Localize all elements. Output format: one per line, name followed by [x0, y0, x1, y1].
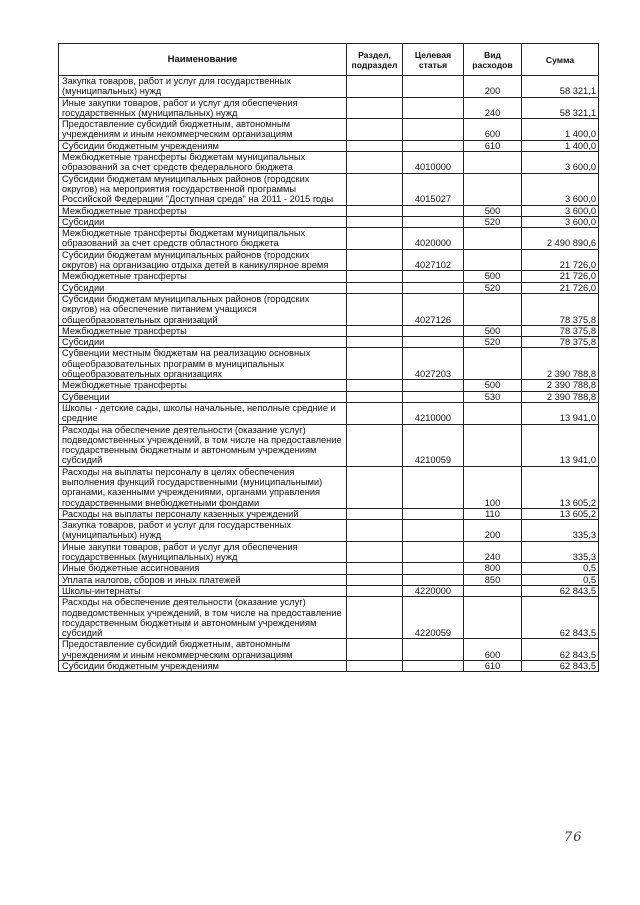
cell-summa: 13 941,0 [522, 424, 599, 466]
cell-celevaya: 4220000 [403, 585, 464, 596]
cell-vid: 610 [464, 661, 522, 672]
cell-name: Субвенции местным бюджетам на реализацию основных общеобразовательных программ в муниципальных общеобразовательных организациях [59, 348, 347, 380]
cell-name: Субвенции [59, 391, 347, 402]
cell-summa: 62 843,5 [522, 585, 599, 596]
page-number: 76 [564, 830, 583, 845]
cell-name: Субсидии бюджетам муниципальных районов (городских округов) на мероприятия государственной программы Российской Федерации "Доступная среда" на 2011 - 2015 годы [59, 173, 347, 205]
table-row [59, 76, 599, 98]
table-row [59, 97, 599, 119]
cell-razdel [347, 402, 403, 424]
cell-razdel [347, 228, 403, 250]
table-row [59, 508, 599, 519]
cell-name: Иные закупки товаров, работ и услуг для обеспечения государственных (муниципальных) нужд [59, 541, 347, 563]
cell-summa: 13 605,2 [522, 508, 599, 519]
cell-summa: 78 375,8 [522, 337, 599, 348]
cell-name: Расходы на обеспечение деятельности (оказание услуг) подведомственных учреждений, в том числе на предоставление государственным бюджетным и автономным учреждениям субсидий [59, 597, 347, 639]
cell-vid: 600 [464, 639, 522, 661]
cell-summa: 58 321,1 [522, 76, 599, 98]
cell-razdel [347, 152, 403, 174]
table-row [59, 661, 599, 672]
cell-vid: 800 [464, 563, 522, 574]
cell-razdel [347, 249, 403, 271]
cell-razdel [347, 585, 403, 596]
cell-celevaya [403, 466, 464, 508]
table-row [59, 639, 599, 661]
cell-name: Предоставление субсидий бюджетным, автономным учреждениям и иным некоммерческим организациям [59, 119, 347, 141]
cell-vid: 850 [464, 574, 522, 585]
cell-celevaya [403, 337, 464, 348]
cell-vid: 500 [464, 380, 522, 391]
table-row [59, 585, 599, 596]
cell-summa: 0,5 [522, 574, 599, 585]
cell-vid: 200 [464, 76, 522, 98]
table-row [59, 541, 599, 563]
table-row [59, 293, 599, 325]
table-row [59, 249, 599, 271]
cell-celevaya [403, 391, 464, 402]
cell-name: Закупка товаров, работ и услуг для государственных (муниципальных) нужд [59, 520, 347, 542]
cell-razdel [347, 520, 403, 542]
cell-name: Субсидии [59, 337, 347, 348]
cell-name: Субсидии бюджетным учреждениям [59, 661, 347, 672]
cell-razdel [347, 563, 403, 574]
table-row [59, 597, 599, 639]
cell-celevaya: 4020000 [403, 228, 464, 250]
cell-razdel [347, 466, 403, 508]
cell-celevaya [403, 541, 464, 563]
budget-sheet [58, 43, 598, 672]
cell-vid [464, 228, 522, 250]
cell-name: Субсидии бюджетным учреждениям [59, 140, 347, 151]
cell-name: Субсидии [59, 216, 347, 227]
cell-name: Межбюджетные трансферты [59, 205, 347, 216]
cell-name: Межбюджетные трансферты бюджетам муниципальных образований за счет средств федерального бюджета [59, 152, 347, 174]
table-row [59, 140, 599, 151]
cell-vid [464, 249, 522, 271]
table-row [59, 205, 599, 216]
table-row [59, 152, 599, 174]
cell-razdel [347, 293, 403, 325]
cell-summa: 13 941,0 [522, 402, 599, 424]
cell-razdel [347, 337, 403, 348]
table-body [59, 76, 599, 672]
cell-razdel [347, 574, 403, 585]
cell-celevaya: 4210000 [403, 402, 464, 424]
cell-name: Расходы на выплаты персоналу в целях обеспечения выполнения функций государственными (муниципальными) органами, казенными учреждениями, органами управления государственными внебюджетными фондами [59, 466, 347, 508]
cell-summa: 1 400,0 [522, 140, 599, 151]
cell-razdel [347, 391, 403, 402]
cell-celevaya [403, 76, 464, 98]
header-summa: Сумма [522, 44, 599, 76]
cell-summa: 21 726,0 [522, 271, 599, 282]
cell-razdel [347, 216, 403, 227]
cell-vid: 600 [464, 119, 522, 141]
header-razdel: Раздел, подраздел [347, 44, 403, 76]
cell-summa: 0,5 [522, 563, 599, 574]
cell-summa: 2 490 890,6 [522, 228, 599, 250]
cell-summa: 3 600,0 [522, 205, 599, 216]
cell-celevaya [403, 520, 464, 542]
cell-celevaya [403, 380, 464, 391]
cell-name: Расходы на выплаты персоналу казенных учреждений [59, 508, 347, 519]
cell-celevaya: 4027126 [403, 293, 464, 325]
cell-razdel [347, 380, 403, 391]
cell-razdel [347, 119, 403, 141]
cell-razdel [347, 97, 403, 119]
cell-summa: 62 843,5 [522, 597, 599, 639]
cell-vid: 500 [464, 205, 522, 216]
cell-celevaya [403, 563, 464, 574]
cell-celevaya: 4220059 [403, 597, 464, 639]
cell-razdel [347, 661, 403, 672]
table-row [59, 520, 599, 542]
cell-name: Межбюджетные трансферты [59, 325, 347, 336]
cell-razdel [347, 597, 403, 639]
cell-razdel [347, 424, 403, 466]
cell-vid: 500 [464, 325, 522, 336]
table-row [59, 380, 599, 391]
table-row [59, 348, 599, 380]
cell-razdel [347, 508, 403, 519]
cell-razdel [347, 140, 403, 151]
table-row [59, 173, 599, 205]
cell-summa: 2 390 788,8 [522, 348, 599, 380]
table-row [59, 424, 599, 466]
cell-celevaya [403, 508, 464, 519]
cell-celevaya [403, 97, 464, 119]
cell-name: Расходы на обеспечение деятельности (оказание услуг) подведомственных учреждений, в том числе на предоставление государственным бюджетным и автономным учреждениям субсидий [59, 424, 347, 466]
table-row [59, 325, 599, 336]
cell-summa: 1 400,0 [522, 119, 599, 141]
cell-celevaya [403, 271, 464, 282]
cell-vid [464, 424, 522, 466]
cell-razdel [347, 282, 403, 293]
table-row [59, 391, 599, 402]
cell-summa: 3 600,0 [522, 173, 599, 205]
cell-vid [464, 173, 522, 205]
cell-vid [464, 597, 522, 639]
cell-summa: 335,3 [522, 520, 599, 542]
cell-summa: 2 390 788,8 [522, 391, 599, 402]
cell-name: Закупка товаров, работ и услуг для государственных (муниципальных) нужд [59, 76, 347, 98]
cell-celevaya [403, 325, 464, 336]
cell-name: Школы-интернаты [59, 585, 347, 596]
cell-name: Субсидии бюджетам муниципальных районов (городских округов) на организацию отдыха детей в каникулярное время [59, 249, 347, 271]
table-row [59, 402, 599, 424]
cell-celevaya: 4210059 [403, 424, 464, 466]
cell-vid: 200 [464, 520, 522, 542]
cell-name: Субсидии [59, 282, 347, 293]
cell-summa: 21 726,0 [522, 249, 599, 271]
cell-name: Межбюджетные трансферты [59, 271, 347, 282]
header-name: Наименование [59, 44, 347, 76]
table-row [59, 466, 599, 508]
cell-vid: 100 [464, 466, 522, 508]
cell-celevaya: 4010000 [403, 152, 464, 174]
cell-razdel [347, 639, 403, 661]
cell-celevaya [403, 282, 464, 293]
cell-vid: 110 [464, 508, 522, 519]
cell-vid [464, 585, 522, 596]
cell-summa: 13 605,2 [522, 466, 599, 508]
table-row [59, 282, 599, 293]
cell-celevaya [403, 661, 464, 672]
cell-summa: 2 390 788,8 [522, 380, 599, 391]
cell-summa: 3 600,0 [522, 216, 599, 227]
cell-summa: 62 843,5 [522, 639, 599, 661]
table-header-row [59, 44, 599, 76]
cell-name: Иные бюджетные ассигнования [59, 563, 347, 574]
cell-razdel [347, 348, 403, 380]
cell-vid: 240 [464, 541, 522, 563]
cell-name: Предоставление субсидий бюджетным, автономным учреждениям и иным некоммерческим организациям [59, 639, 347, 661]
cell-razdel [347, 173, 403, 205]
cell-summa: 78 375,8 [522, 293, 599, 325]
cell-vid [464, 152, 522, 174]
cell-vid: 520 [464, 337, 522, 348]
cell-celevaya: 4027203 [403, 348, 464, 380]
cell-name: Межбюджетные трансферты бюджетам муниципальных образований за счет средств областного бюджета [59, 228, 347, 250]
table-row [59, 228, 599, 250]
cell-vid: 520 [464, 216, 522, 227]
header-celevaya: Целевая статья [403, 44, 464, 76]
cell-celevaya [403, 639, 464, 661]
cell-celevaya [403, 119, 464, 141]
cell-celevaya [403, 574, 464, 585]
cell-name: Субсидии бюджетам муниципальных районов (городских округов) на обеспечение питанием учащихся общеобразовательных организаций [59, 293, 347, 325]
table-row [59, 563, 599, 574]
cell-name: Уплата налогов, сборов и иных платежей [59, 574, 347, 585]
cell-razdel [347, 205, 403, 216]
cell-summa: 21 726,0 [522, 282, 599, 293]
cell-razdel [347, 271, 403, 282]
header-vid: Вид расходов [464, 44, 522, 76]
cell-vid [464, 402, 522, 424]
cell-summa: 62 843,5 [522, 661, 599, 672]
cell-name: Иные закупки товаров, работ и услуг для обеспечения государственных (муниципальных) нужд [59, 97, 347, 119]
cell-name: Межбюджетные трансферты [59, 380, 347, 391]
cell-celevaya [403, 205, 464, 216]
cell-summa: 335,3 [522, 541, 599, 563]
cell-celevaya: 4027102 [403, 249, 464, 271]
cell-vid [464, 348, 522, 380]
cell-razdel [347, 325, 403, 336]
table-row [59, 574, 599, 585]
cell-razdel [347, 76, 403, 98]
table-row [59, 271, 599, 282]
cell-celevaya [403, 140, 464, 151]
cell-name: Школы - детские сады, школы начальные, неполные средние и средние [59, 402, 347, 424]
table-row [59, 337, 599, 348]
cell-razdel [347, 541, 403, 563]
cell-summa: 78 375,8 [522, 325, 599, 336]
budget-table [58, 43, 599, 672]
cell-vid: 520 [464, 282, 522, 293]
table-row [59, 119, 599, 141]
cell-vid [464, 293, 522, 325]
cell-vid: 530 [464, 391, 522, 402]
cell-vid: 610 [464, 140, 522, 151]
cell-summa: 3 600,0 [522, 152, 599, 174]
cell-summa: 58 321,1 [522, 97, 599, 119]
table-row [59, 216, 599, 227]
cell-vid: 240 [464, 97, 522, 119]
cell-vid: 500 [464, 271, 522, 282]
cell-celevaya [403, 216, 464, 227]
cell-celevaya: 4015027 [403, 173, 464, 205]
